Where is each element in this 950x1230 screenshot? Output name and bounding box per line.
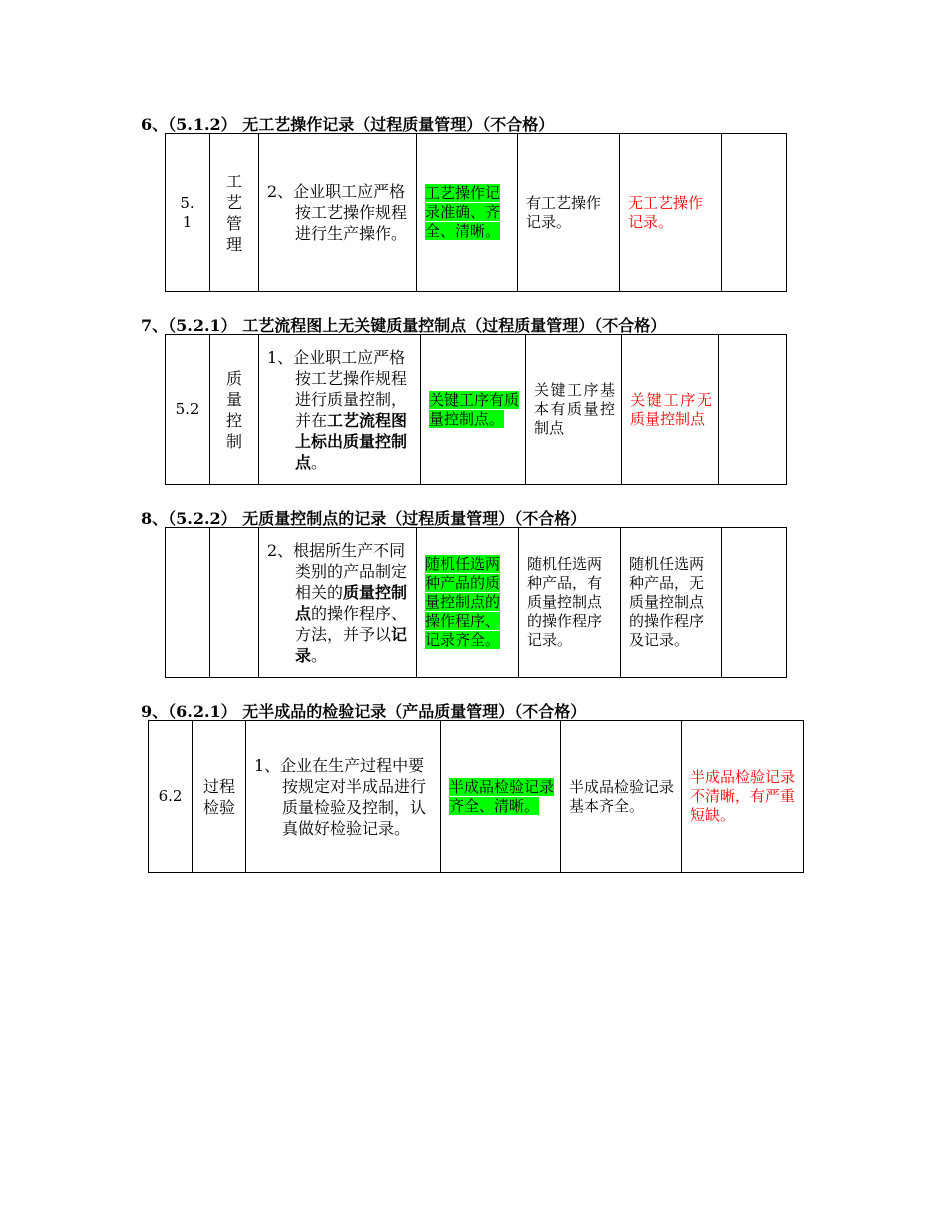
standard-cell [421,335,526,485]
category-cell: 质 量 控 制 [210,335,259,485]
basic-cell: 半成品检验记录基本齐全。 [561,721,682,873]
basic-cell: 有工艺操作记录。 [518,134,620,292]
fail-cell: 关键工序无质量控制点 [622,335,719,485]
standard-highlight: 关键工序有质量控制点。 [429,390,520,428]
fail-cell: 半成品检验记录不清晰，有严重短缺。 [682,721,804,873]
section-7-table [165,334,787,485]
section-6-table [165,133,787,292]
basic-cell: 关键工序基本有质量控制点 [526,335,622,485]
basic-cell: 随机任选两种产品，有质量控制点的操作程序记录。 [519,528,621,678]
empty-cell [722,528,787,678]
standard-cell [417,134,518,292]
requirement-cell: 1、企业职工应严格按工艺操作规程进行质量控制，并在工艺流程图上标出质量控制点。 [259,335,421,485]
empty-cell [722,134,787,292]
standard-highlight: 半成品检验记录齐全、清晰。 [449,777,555,815]
category-cell: 过程 检验 [193,721,246,873]
standard-highlight: 随机任选两种产品的质量控制点的操作程序、记录齐全。 [425,555,501,649]
section-7-heading: 7、（5.2.1） 工艺流程图上无关键质量控制点（过程质量管理）（不合格） [141,316,667,335]
standard-highlight: 工艺操作记录准确、齐全、清晰。 [425,184,501,240]
category-cell [210,528,259,678]
section-9-heading: 9、（6.2.1） 无半成品的检验记录（产品质量管理）（不合格） [141,702,587,721]
requirement-cell: 2、企业职工应严格按工艺操作规程进行生产操作。 [259,134,417,292]
section-8-heading: 8、（5.2.2） 无质量控制点的记录（过程质量管理）（不合格） [141,509,587,528]
item-number: 6.2 [149,721,193,873]
empty-cell [719,335,787,485]
fail-cell: 随机任选两种产品，无质量控制点的操作程序及记录。 [621,528,722,678]
standard-cell [441,721,561,873]
item-number: 5. 1 [166,134,210,292]
requirement-cell: 2、根据所生产不同类别的产品制定相关的质量控制点的操作程序、方法，并予以记录。 [259,528,417,678]
requirement-cell: 1、企业在生产过程中要按规定对半成品进行质量检验及控制，认真做好检验记录。 [246,721,441,873]
fail-cell: 无工艺操作记录。 [620,134,722,292]
standard-cell [417,528,519,678]
section-8-table [165,527,787,678]
section-9-table [148,720,804,873]
section-6-heading: 6、（5.1.2） 无工艺操作记录（过程质量管理）（不合格） [141,115,555,134]
item-number: 5.2 [166,335,210,485]
item-number [166,528,210,678]
category-cell: 工 艺 管 理 [210,134,259,292]
